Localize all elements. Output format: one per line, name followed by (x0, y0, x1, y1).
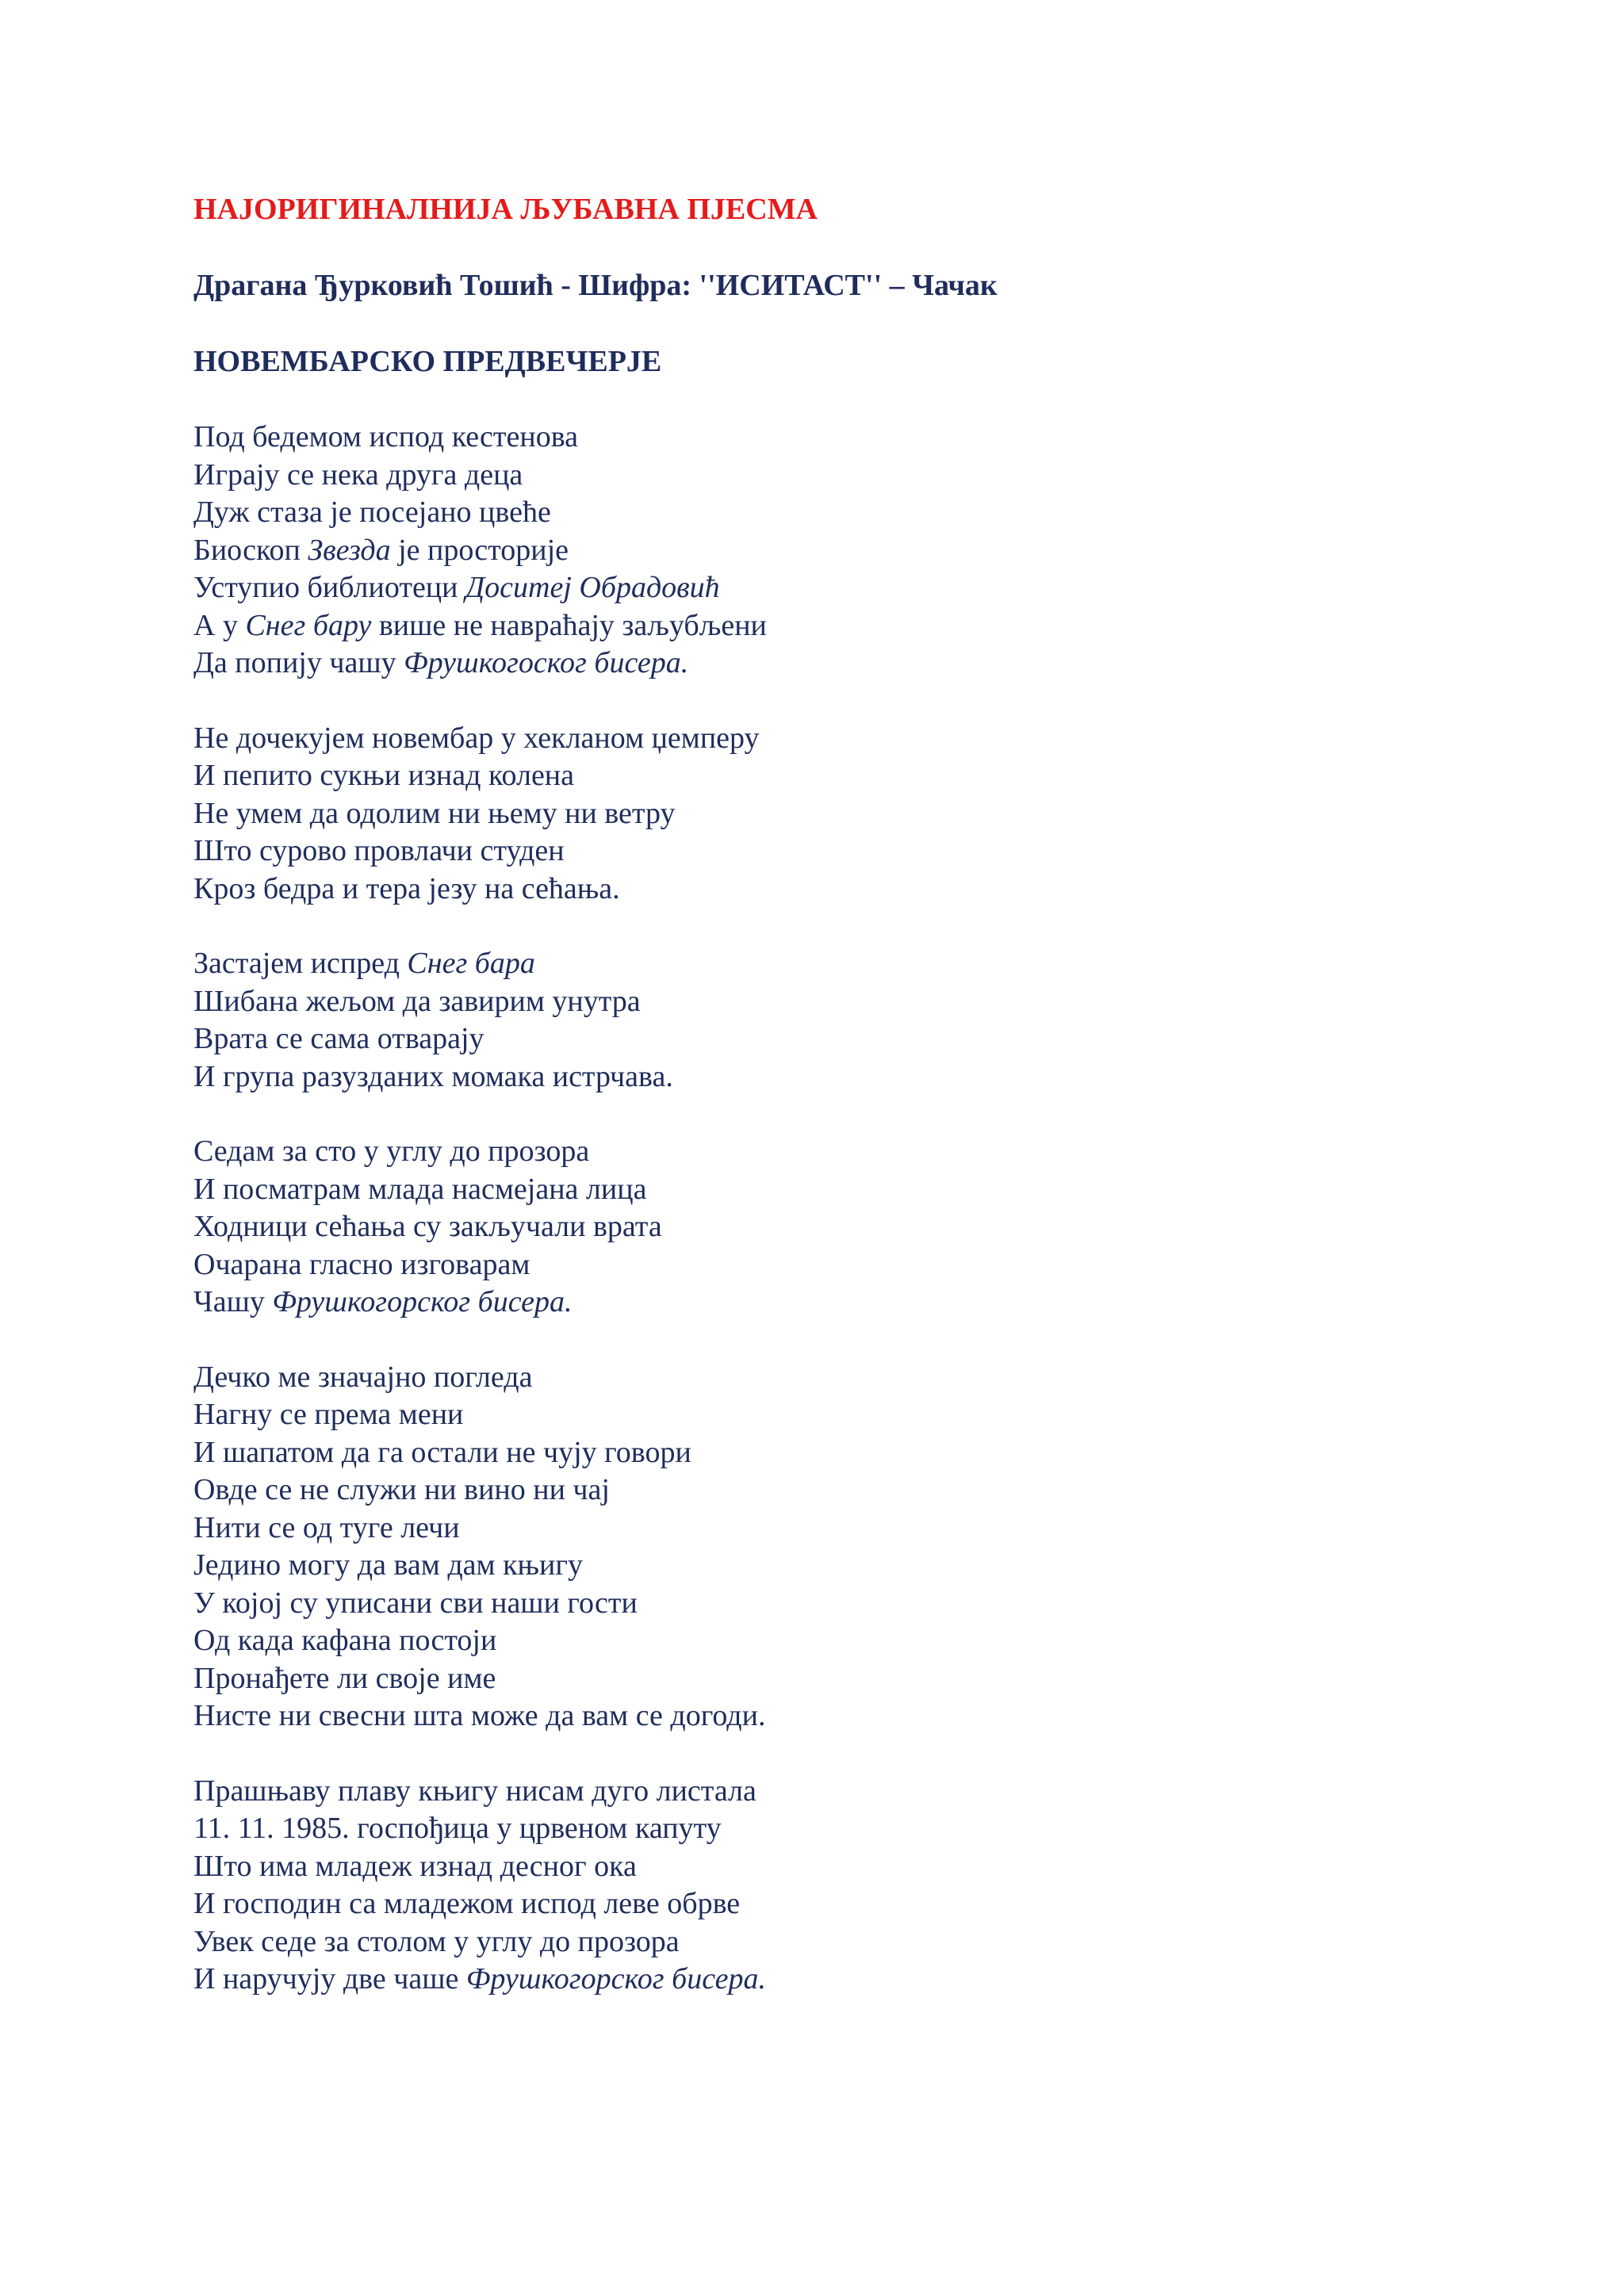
text-segment: Пронађете ли своје име (193, 1661, 496, 1695)
poem-line (193, 1020, 1462, 1058)
poem-line (193, 1961, 1462, 1999)
italic-segment: Снег бару (245, 608, 372, 642)
stanza (193, 419, 1462, 683)
text-segment: Што има младеж изнад десног ока (193, 1849, 637, 1883)
italic-segment: Доситеј Обрадовић (465, 571, 720, 604)
text-segment: Биоскоп (193, 533, 308, 567)
poem-line (193, 1773, 1462, 1811)
text-segment: Једино могу да вам дам књигу (193, 1548, 583, 1582)
text-segment: Уступио библиотеци (193, 571, 465, 604)
poem-body (193, 419, 1462, 1999)
category-heading: НАЈОРИГИНАЛНИЈА ЉУБАВНА ПЈЕСМА (193, 193, 818, 226)
poem-line (193, 1471, 1462, 1510)
italic-segment: Снег бара (407, 947, 535, 980)
poem-line (193, 1058, 1462, 1096)
poem-line (193, 1396, 1462, 1434)
text-segment: И наручују две чаше (193, 1962, 466, 1996)
poem-line (193, 795, 1462, 833)
text-segment: Застајем испред (193, 947, 408, 980)
stanza (193, 1133, 1462, 1322)
text-segment: Дуж стаза је посејано цвеће (193, 496, 551, 529)
poem-line (193, 1359, 1462, 1397)
text-segment: Седам за сто у углу до прозора (193, 1135, 590, 1168)
text-segment: Очарана гласно изговарам (193, 1247, 530, 1281)
text-segment: Кроз бедра и тера језу на сећања. (193, 871, 620, 905)
author-line: Драгана Ђурковић Тошић - Шифра: ''ИСИТАСТ'' – Чачак (193, 269, 998, 302)
poem-line (193, 1810, 1462, 1848)
poem-line (193, 1133, 1462, 1171)
italic-segment: Звезда (308, 533, 391, 567)
text-segment: Од када кафана постоји (193, 1624, 497, 1657)
document-page (193, 190, 1462, 2036)
poem-line (193, 607, 1462, 645)
stanza (193, 720, 1462, 909)
poem-line (193, 1510, 1462, 1548)
text-segment: Врата се сама отварају (193, 1022, 485, 1055)
italic-segment: Фрушкогорског бисера. (465, 1962, 766, 1996)
text-segment: Играју се нека друга деца (193, 457, 523, 492)
poem-line (193, 983, 1462, 1021)
poem-line (193, 457, 1462, 495)
poem-line (193, 1923, 1462, 1961)
text-segment: Шибана жељом да завирим унутра (193, 984, 641, 1018)
text-segment: Нити се од туге лечи (193, 1510, 460, 1544)
text-segment: И пепито сукњи изнад колена (193, 759, 575, 792)
poem-line (193, 419, 1462, 457)
poem-line (193, 945, 1462, 983)
text-segment: је просторије (390, 533, 569, 567)
poem-line (193, 1585, 1462, 1623)
text-segment: Нисте ни свесни шта може да вам се догоди. (193, 1699, 766, 1732)
italic-segment: Фрушкогоског бисера. (404, 646, 689, 679)
text-segment: У којој су уписани сви наши гости (193, 1586, 638, 1620)
text-segment: Под бедемом испод кестенова (193, 420, 579, 453)
italic-segment: Фрушкогорског бисера. (272, 1285, 573, 1318)
text-segment: Прашњаву плаву књигу нисам дуго листала (193, 1774, 756, 1808)
poem-line (193, 1660, 1462, 1698)
poem-line (193, 1622, 1462, 1660)
poem-line (193, 1697, 1462, 1735)
stanza (193, 945, 1462, 1096)
poem-line (193, 871, 1462, 909)
poem-line (193, 1848, 1462, 1886)
poem-line (193, 1171, 1462, 1209)
poem-line (193, 1434, 1462, 1472)
poem-title: НОВЕМБАРСКО ПРЕДВЕЧЕРЈЕ (193, 345, 662, 378)
poem-line (193, 1284, 1462, 1322)
poem-line (193, 1885, 1462, 1923)
stanza (193, 1773, 1462, 1999)
text-segment: Овде се не служи ни вино ни чај (193, 1473, 610, 1506)
text-segment: Што сурово провлачи студен (193, 834, 565, 867)
text-segment: Ходници сећања су закључали врата (193, 1210, 662, 1243)
text-segment: Чашу (193, 1285, 273, 1318)
stanza (193, 1359, 1462, 1735)
text-segment: Дечко ме значајно погледа (193, 1360, 533, 1394)
text-segment: И шапатом да га остали не чују говори (193, 1435, 691, 1469)
poem-line (193, 1246, 1462, 1284)
poem-line (193, 494, 1462, 532)
text-segment: 11. 11. 1985. госпођица у црвеном капуту (193, 1812, 722, 1845)
poem-line (193, 832, 1462, 871)
text-segment: А у (193, 608, 246, 642)
text-segment: више не навраћају заљубљени (371, 608, 767, 642)
text-segment: Не дочекујем новембар у хекланом џемперу (193, 721, 760, 755)
text-segment: Не умем да одолим ни њему ни ветру (193, 796, 676, 830)
poem-line (193, 569, 1462, 607)
poem-line (193, 645, 1462, 683)
poem-line (193, 720, 1462, 758)
poem-line (193, 1208, 1462, 1246)
poem-line (193, 757, 1462, 795)
poem-line (193, 532, 1462, 570)
text-segment: Да попију чашу (193, 646, 404, 679)
poem-line (193, 1547, 1462, 1585)
text-segment: Увек седе за столом у углу до прозора (193, 1924, 680, 1958)
text-segment: И група разузданих момака истрчава. (193, 1059, 673, 1093)
text-segment: И господин са младежом испод леве обрве (193, 1887, 741, 1920)
text-segment: И посматрам млада насмејана лица (193, 1172, 647, 1206)
text-segment: Нагну се према мени (193, 1398, 464, 1431)
